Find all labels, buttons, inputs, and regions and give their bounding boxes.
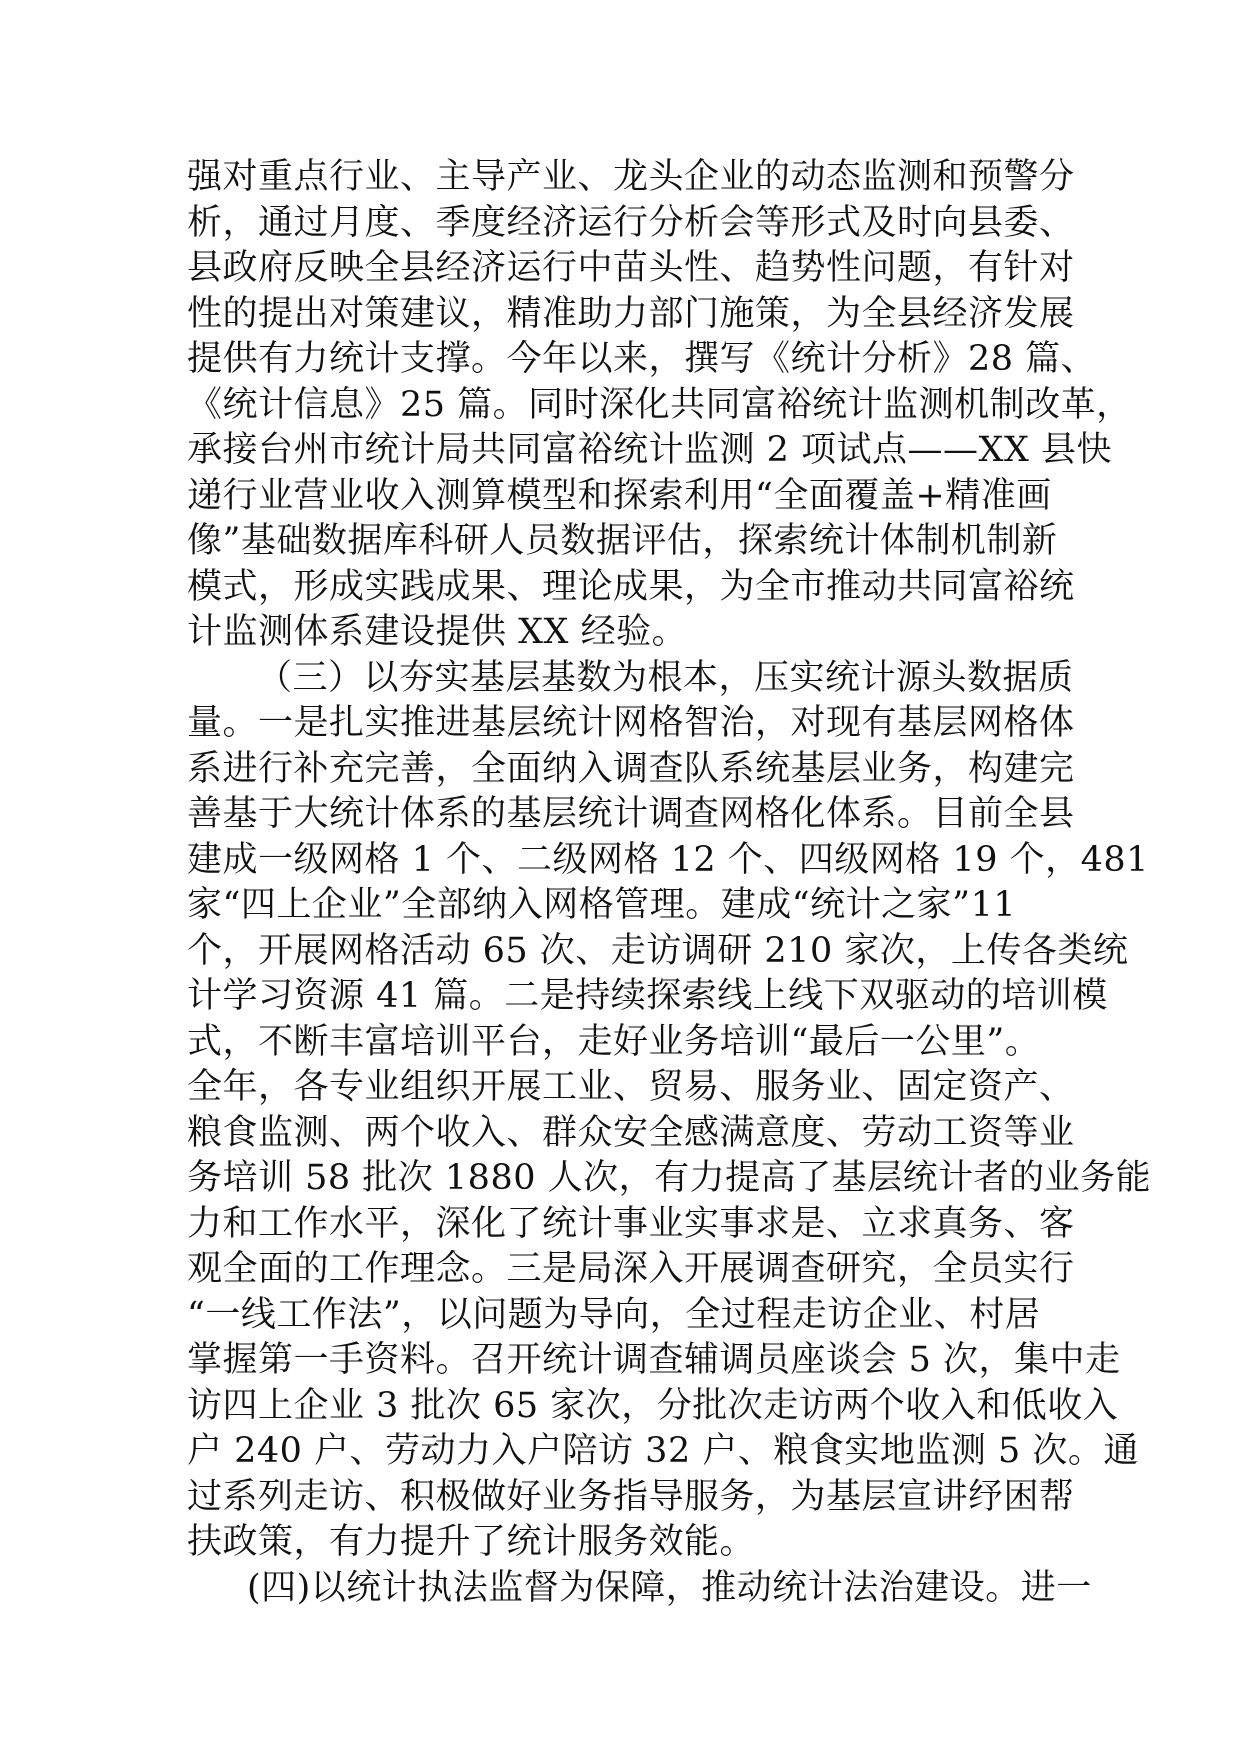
text-line: 家“四上企业”全部纳入网格管理。建成“统计之家”11 [187,885,1017,925]
text-line: 《统计信息》25 篇。同时深化共同富裕统计监测机制改革， [187,384,1132,425]
text-line: 建成一级网格 1 个、二级网格 12 个、四级网格 19 个，481 [187,839,1149,880]
text-line: 访四上企业 3 批次 65 家次，分批次走访两个收入和低收入 [187,1385,1119,1426]
text-line: 掌握第一手资料。召开统计调查辅调员座谈会 5 次，集中走 [187,1340,1121,1380]
text-line: 式，不断丰富培训平台，走好业务培训“最后一公里”。 [187,1021,1041,1062]
text-line: 善基于大统计体系的基层统计调查网格化体系。目前全县 [187,794,1075,834]
text-line: 计学习资源 41 篇。二是持续探索线上线下双驱动的培训模 [187,976,1108,1016]
text-line: 全年，各专业组织开展工业、贸易、服务业、固定资产、 [187,1067,1075,1107]
text-line: 承接台州市统计局共同富裕统计监测 2 项试点——XX 县快 [187,430,1112,470]
text-line: 县政府反映全县经济运行中苗头性、趋势性问题，有针对 [187,248,1075,288]
text-line: 观全面的工作理念。三是局深入开展调查研究，全员实行 [187,1249,1075,1289]
text-line: “一线工作法”，以问题为导向，全过程走访企业、村居 [187,1294,1041,1335]
text-line: 模式，形成实践成果、理论成果，为全市推动共同富裕统 [187,566,1075,607]
text-line: 过系列走访、积极做好业务指导服务，为基层宣讲纾困帮 [187,1476,1075,1517]
text-line: 粮食监测、两个收入、群众安全感满意度、劳动工资等业 [187,1112,1075,1153]
text-line: 力和工作水平，深化了统计事业实事求是、立求真务、客 [187,1203,1075,1244]
body-text [187,155,1152,1611]
text-line: 析，通过月度、季度经济运行分析会等形式及时向县委、 [187,202,1075,243]
text-line: 计监测体系建设提供 XX 经验。 [187,612,688,652]
section-heading-3: （三）以夯实基层基数为根本，压实统计源头数据质 [257,657,1074,698]
text-line: 提供有力统计支撑。今年以来，撰写《统计分析》28 篇、 [187,339,1097,379]
text-line: 性的提出对策建议，精准助力部门施策，为全县经济发展 [187,293,1075,334]
text-line: 系进行补充完善，全面纳入调查队系统基层业务，构建完 [187,748,1075,789]
text-line: 递行业营业收入测算模型和探索利用“全面覆盖+精准画 [187,475,1052,516]
text-line: 户 240 户、劳动力入户陪访 32 户、粮食实地监测 5 次。通 [187,1431,1139,1471]
text-line: 量。一是扎实推进基层统计网格智治，对现有基层网格体 [187,703,1075,743]
text-line: 扶政策，有力提升了统计服务效能。 [187,1522,756,1562]
text-line: 强对重点行业、主导产业、龙头企业的动态监测和预警分 [187,157,1075,197]
text-line: 务培训 58 批次 1880 人次，有力提高了基层统计者的业务能 [187,1158,1152,1198]
text-line: 像”基础数据库科研人员数据评估，探索统计体制机制新 [187,521,1058,561]
text-line: 个，开展网格活动 65 次、走访调研 210 家次，上传各类统 [187,930,1129,971]
section-heading-4: (四)以统计执法监督为保障，推动统计法治建设。进一 [247,1567,1092,1608]
